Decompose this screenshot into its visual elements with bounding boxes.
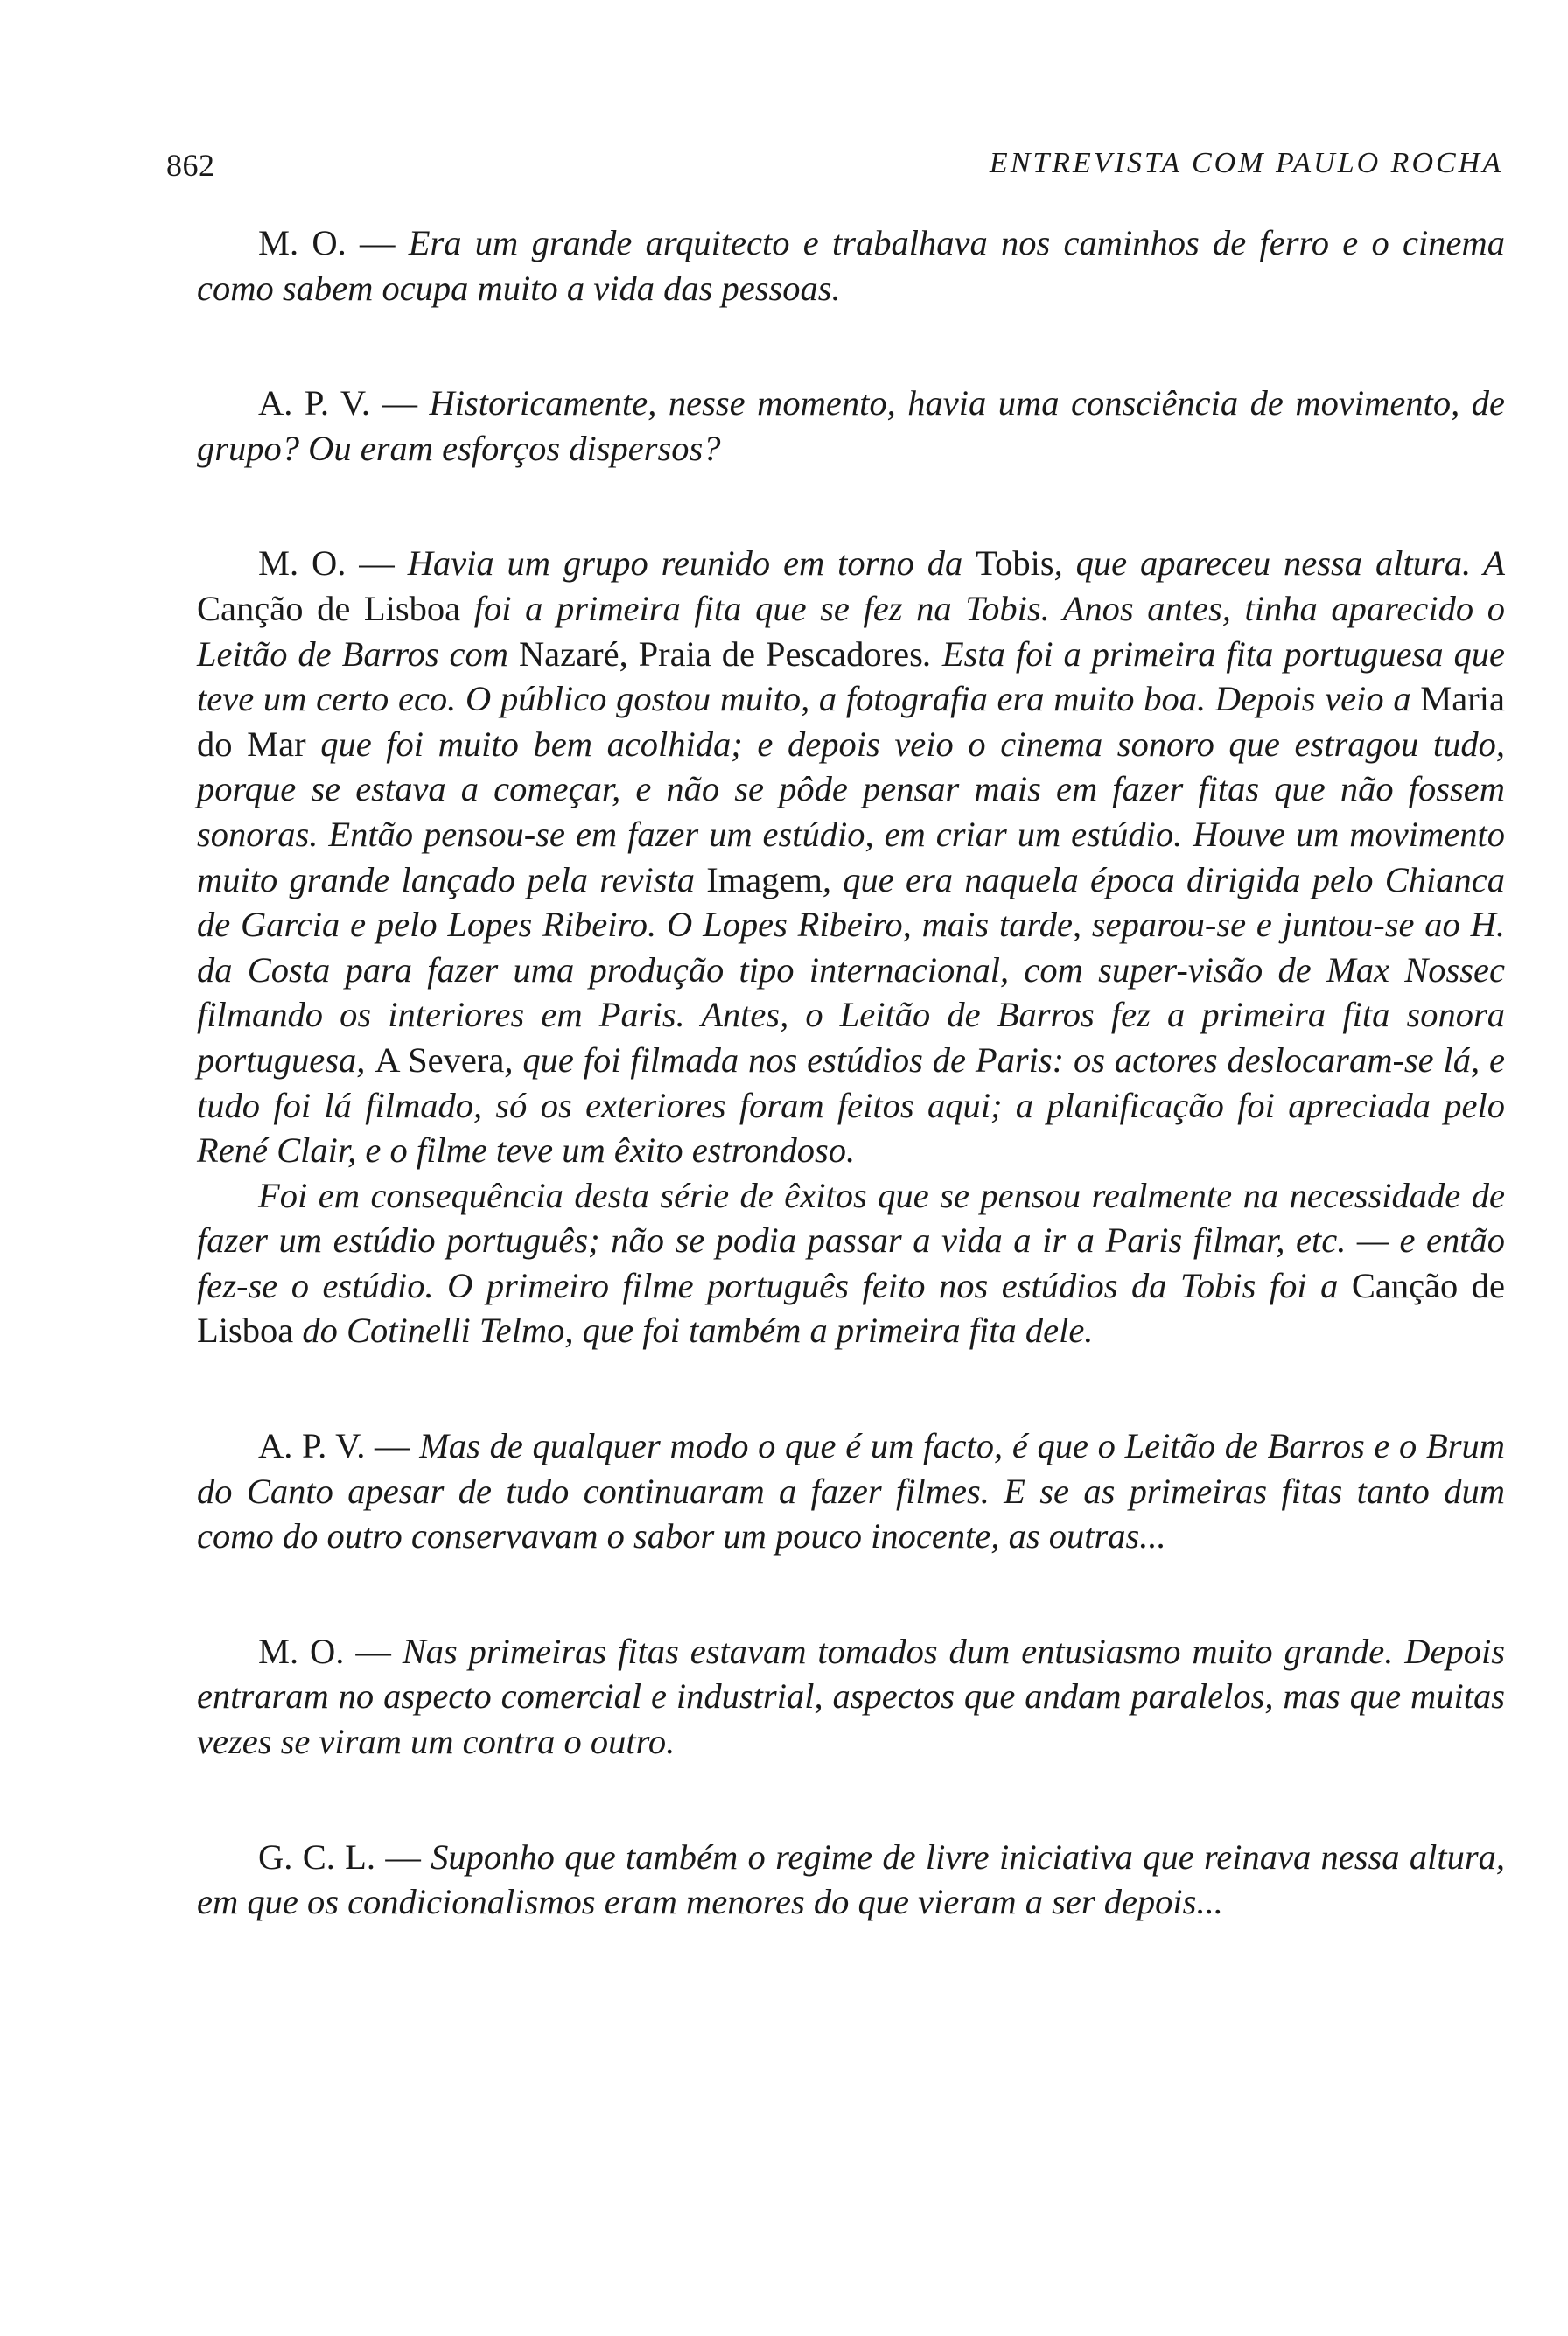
work-title: Imagem	[706, 859, 822, 899]
paragraph-gap	[197, 471, 1505, 541]
speech-text: foi a primeira fita que se fez na Tobis. Anos antes, tinha aparecido o Leitão de Barros com	[197, 588, 1505, 674]
speech-text: Havia um grupo reunido em torno da	[407, 543, 976, 584]
speaker-label: G. C. L. —	[258, 1836, 431, 1877]
paragraph-gap	[197, 311, 1505, 381]
speaker-paragraph	[197, 1629, 1505, 1765]
speech-text: Mas de qualquer modo o que é um facto, é que o Leitão de Barros e o Brum do Canto apesar de tudo continuaram a fazer filmes. E se as primeiras fitas tanto dum como do outro conservavam o sabor um pouco inocente, as outras...	[197, 1426, 1505, 1556]
speaker-label: A. P. V. —	[258, 383, 430, 423]
paragraph-gap	[197, 1765, 1505, 1835]
speech-text: Foi em consequência desta série de êxitos que se pensou realmente na necessidade de fazer um estúdio português; não se podia passar a vida a ir a Paris filmar, etc. — e então fez-se o estúdio. O primeiro filme português feito nos estúdios da Tobis foi a	[197, 1175, 1505, 1305]
speech-text: Suponho que também o regime de livre iniciativa que reinava nessa altura, em que os condicionalismos eram menores do que vieram a ser depois...	[197, 1836, 1506, 1922]
paragraph-gap	[197, 1353, 1505, 1423]
speech-text: , que apareceu nessa altura. A	[1054, 543, 1505, 584]
running-title: ENTREVISTA COM PAULO ROCHA	[989, 147, 1503, 179]
speaker-paragraph	[197, 220, 1505, 311]
speech-text: , que era naquela época dirigida pelo Chianca de Garcia e pelo Lopes Ribeiro. O Lopes Ribeiro, mais tarde, separou-se e juntou-se ao H. da Costa para fazer uma produção tipo internacional, com super-visão de Max Nossec filmando os interiores em Paris. Antes, o Leitão de Barros fez a primeira fita sonora portuguesa,	[197, 859, 1505, 1080]
speech-text: Nas primeiras fitas estavam tomados dum entusiasmo muito grande. Depois entraram no aspecto comercial e industrial, aspectos que andam paralelos, mas que muitas vezes se viram um contra o outro.	[197, 1631, 1506, 1762]
speech-text: que foi muito bem acolhida; e depois veio o cinema sonoro que estragou tudo, porque se estava a começar, e não se pôde pensar mais em fazer fitas que não fossem sonoras. Então pensou-se em fazer um estúdio, em criar um estúdio. Houve um movimento muito grande lançado pela revista	[197, 724, 1505, 899]
speaker-paragraph	[197, 1423, 1505, 1559]
page-number: 862	[166, 148, 215, 183]
interview-body	[197, 220, 1505, 1925]
work-title: Nazaré, Praia de Pescadores	[518, 633, 923, 674]
speaker-paragraph	[197, 1835, 1505, 1925]
speaker-label: M. O. —	[258, 543, 408, 584]
speaker-label: A. P. V. —	[258, 1426, 420, 1466]
work-title: Maria do Mar	[197, 679, 1505, 764]
speaker-label: M. O. —	[258, 223, 409, 262]
speech-text: Era um grande arquitecto e trabalhava nos caminhos de ferro e o cinema como sabem ocupa muito a vida das pessoas.	[197, 223, 1505, 308]
speech-text: do Cotinelli Telmo, que foi também a primeira fita dele.	[293, 1311, 1094, 1351]
speech-text: , que foi filmada nos estúdios de Paris: os actores deslocaram-se lá, e tudo foi lá filmado, só os exteriores foram feitos aqui; a planificação foi apreciada pelo René Clair, e o filme teve um êxito estrondoso.	[197, 1039, 1506, 1171]
speaker-paragraph	[197, 541, 1505, 1172]
speaker-paragraph	[197, 381, 1505, 471]
speaker-label: M. O. —	[258, 1631, 402, 1671]
work-title: Tobis	[976, 543, 1054, 584]
work-title: Canção de Lisboa	[197, 1265, 1506, 1351]
work-title: A Severa	[374, 1039, 505, 1080]
speech-text: Historicamente, nesse momento, havia uma consciência de movimento, de grupo? Ou eram esforços dispersos?	[197, 383, 1505, 468]
continuation-paragraph	[197, 1173, 1505, 1353]
paragraph-gap	[197, 1559, 1505, 1629]
work-title: Canção de Lisboa	[197, 588, 461, 628]
page-header	[166, 147, 1503, 191]
speech-text: . Esta foi a primeira fita portuguesa que teve um certo eco. O público gostou muito, a fotografia era muito boa. Depois veio a	[197, 633, 1505, 719]
